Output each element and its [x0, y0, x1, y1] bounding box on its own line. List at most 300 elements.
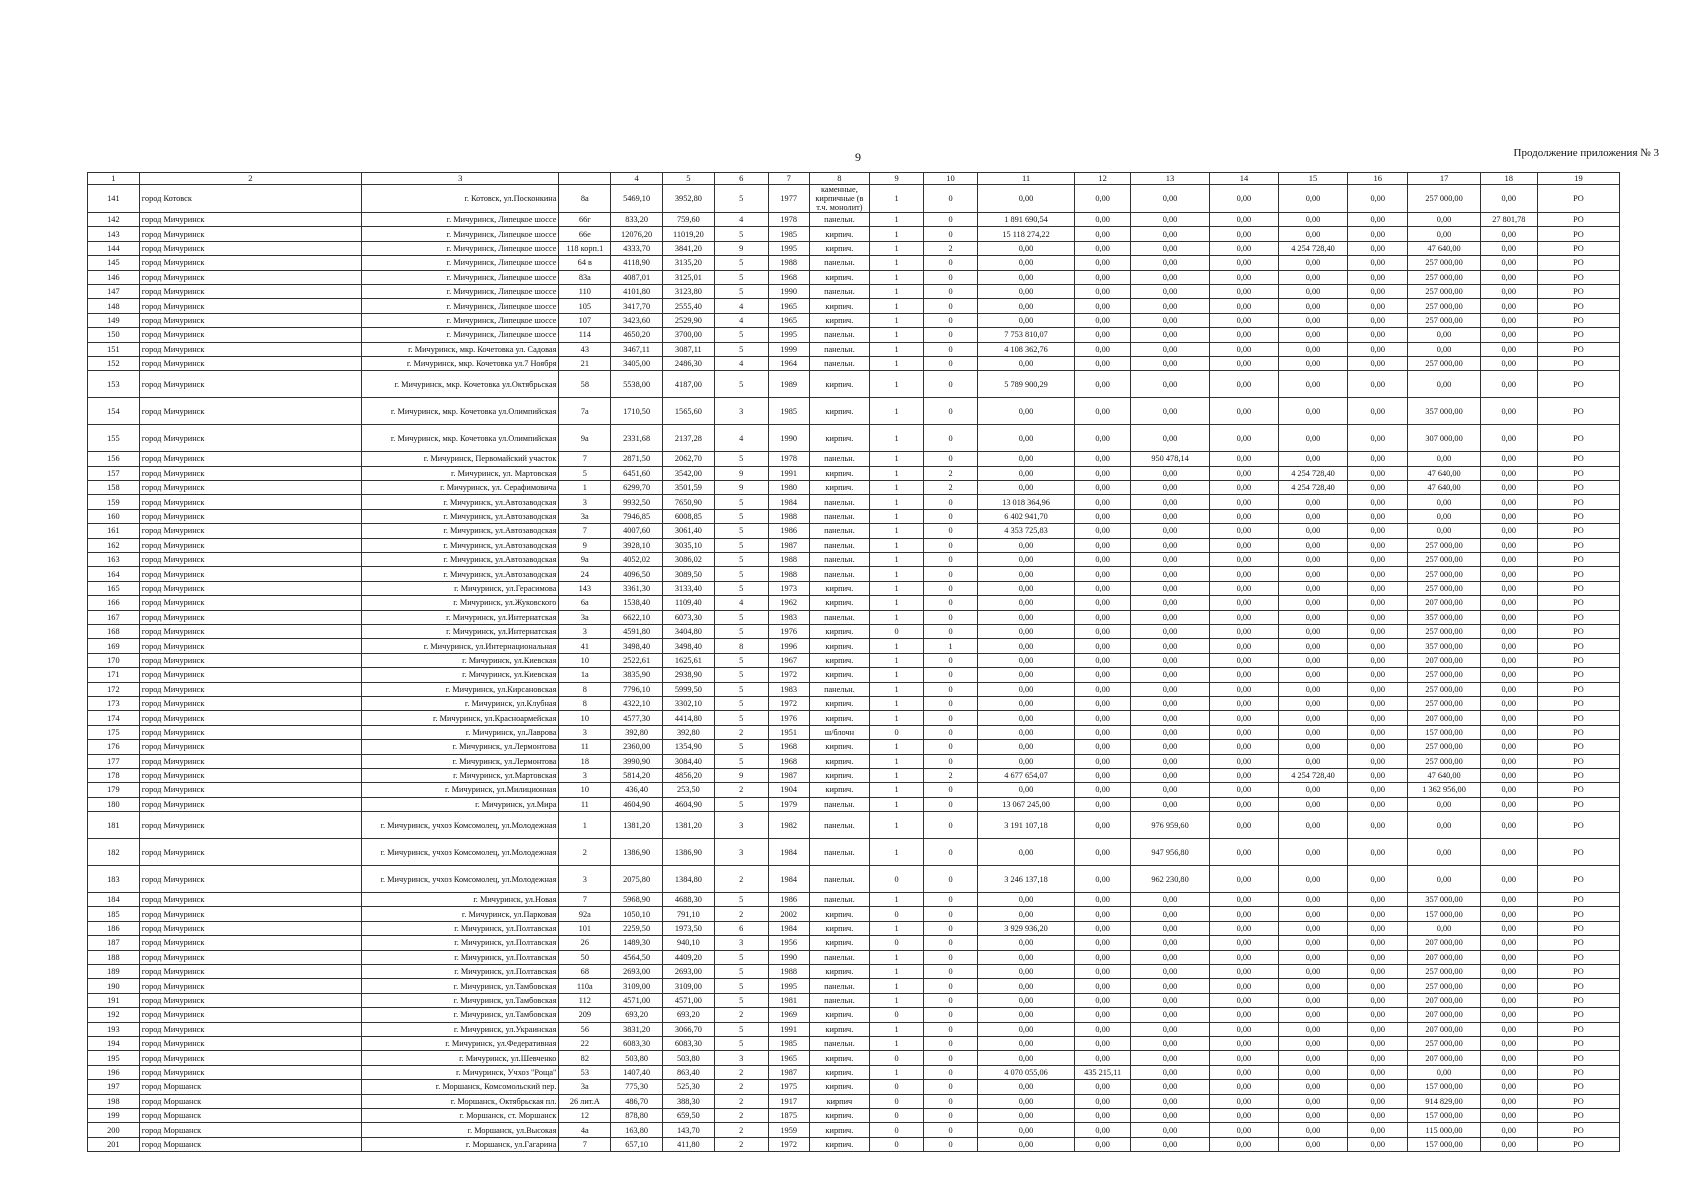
- table-cell: 0,00: [1131, 481, 1210, 495]
- table-cell: 392,80: [611, 725, 663, 739]
- table-cell: 0,00: [1209, 965, 1278, 979]
- table-cell: 0,00: [1209, 740, 1278, 754]
- table-cell: 4: [714, 356, 768, 370]
- table-cell: 976 959,60: [1131, 812, 1210, 839]
- table-cell: 176: [88, 740, 140, 754]
- table-cell: 0,00: [1348, 812, 1408, 839]
- table-cell: 0: [924, 1051, 978, 1065]
- column-header: 4: [611, 173, 663, 185]
- table-cell: 0,00: [1209, 797, 1278, 811]
- table-cell: 157 000,00: [1408, 1108, 1480, 1122]
- table-cell: 0,00: [1075, 452, 1131, 466]
- table-cell: кирпич.: [809, 1080, 869, 1094]
- table-cell: 0,00: [977, 907, 1074, 921]
- table-cell: РО: [1537, 509, 1619, 523]
- table-cell: 0,00: [1480, 682, 1537, 696]
- table-cell: РО: [1537, 754, 1619, 768]
- table-cell: 3: [559, 725, 611, 739]
- table-cell: 1: [870, 466, 924, 480]
- table-cell: 207 000,00: [1408, 1022, 1480, 1036]
- table-cell: город Мичуринск: [139, 398, 361, 425]
- table-row: [88, 624, 1620, 638]
- table-cell: 1407,40: [611, 1065, 663, 1079]
- table-cell: 0: [924, 425, 978, 452]
- table-cell: 1: [870, 783, 924, 797]
- table-cell: 1989: [768, 371, 809, 398]
- table-cell: 0: [924, 270, 978, 284]
- table-cell: 3а: [559, 509, 611, 523]
- table-row: [88, 1051, 1620, 1065]
- table-cell: 0: [924, 1065, 978, 1079]
- table-cell: 1: [870, 979, 924, 993]
- column-header: 13: [1131, 173, 1210, 185]
- table-cell: 0,00: [1131, 907, 1210, 921]
- table-cell: 0,00: [1480, 284, 1537, 298]
- table-cell: 0,00: [1348, 610, 1408, 624]
- table-cell: 47 640,00: [1408, 481, 1480, 495]
- table-cell: 6451,60: [611, 466, 663, 480]
- table-cell: 0,00: [1480, 241, 1537, 255]
- table-cell: 2: [714, 1080, 768, 1094]
- table-cell: панельн.: [809, 495, 869, 509]
- table-cell: 0,00: [1209, 768, 1278, 782]
- table-cell: 1988: [768, 256, 809, 270]
- table-row: [88, 241, 1620, 255]
- table-cell: 0,00: [1131, 509, 1210, 523]
- table-cell: 1984: [768, 495, 809, 509]
- table-cell: 0,00: [1209, 1036, 1278, 1050]
- table-cell: 7796,10: [611, 682, 663, 696]
- table-cell: 0,00: [1209, 1008, 1278, 1022]
- table-cell: 12: [559, 1108, 611, 1122]
- table-cell: 257 000,00: [1408, 581, 1480, 595]
- table-cell: город Мичуринск: [139, 299, 361, 313]
- table-row: [88, 185, 1620, 213]
- table-cell: 201: [88, 1137, 140, 1151]
- table-cell: 53: [559, 1065, 611, 1079]
- table-cell: кирпич.: [809, 754, 869, 768]
- table-cell: 1: [870, 270, 924, 284]
- table-cell: город Мичуринск: [139, 668, 361, 682]
- table-cell: 10: [559, 653, 611, 667]
- table-cell: г. Мичуринск, ул.Федеративная: [362, 1036, 559, 1050]
- table-cell: 209: [559, 1008, 611, 1022]
- table-cell: 4 254 728,40: [1278, 768, 1347, 782]
- table-cell: 12076,20: [611, 227, 663, 241]
- table-cell: 0: [924, 313, 978, 327]
- table-cell: 0,00: [1131, 653, 1210, 667]
- table-cell: 5: [714, 893, 768, 907]
- table-cell: РО: [1537, 711, 1619, 725]
- table-cell: 0,00: [1348, 313, 1408, 327]
- table-cell: 0,00: [1209, 921, 1278, 935]
- table-cell: город Мичуринск: [139, 711, 361, 725]
- table-cell: 5999,50: [663, 682, 715, 696]
- table-cell: 0,00: [1209, 481, 1278, 495]
- table-cell: 2522,61: [611, 653, 663, 667]
- table-cell: 3 246 137,18: [977, 866, 1074, 893]
- table-cell: 26: [559, 936, 611, 950]
- table-cell: 0,00: [1348, 696, 1408, 710]
- table-cell: 0,00: [1075, 567, 1131, 581]
- table-cell: 4007,60: [611, 524, 663, 538]
- table-cell: 1: [870, 425, 924, 452]
- table-cell: 0,00: [1209, 1094, 1278, 1108]
- table-cell: 775,30: [611, 1080, 663, 1094]
- table-cell: 0,00: [1408, 812, 1480, 839]
- table-cell: 3084,40: [663, 754, 715, 768]
- table-cell: 1: [870, 342, 924, 356]
- table-cell: 0,00: [1278, 213, 1347, 227]
- table-cell: 0,00: [1131, 1065, 1210, 1079]
- table-cell: 5: [714, 509, 768, 523]
- table-cell: 0,00: [1348, 299, 1408, 313]
- table-cell: 1: [870, 711, 924, 725]
- table-cell: г. Мичуринск, ул.Милиционная: [362, 783, 559, 797]
- table-cell: кирпич.: [809, 1051, 869, 1065]
- table-cell: 1975: [768, 1080, 809, 1094]
- table-cell: кирпич.: [809, 596, 869, 610]
- column-header: 7: [768, 173, 809, 185]
- table-cell: 5: [714, 328, 768, 342]
- table-cell: 3841,20: [663, 241, 715, 255]
- table-cell: 1973,50: [663, 921, 715, 935]
- table-cell: РО: [1537, 866, 1619, 893]
- table-cell: 1968: [768, 740, 809, 754]
- table-cell: город Мичуринск: [139, 866, 361, 893]
- table-cell: 5: [714, 524, 768, 538]
- table-cell: 0,00: [1209, 866, 1278, 893]
- table-cell: 0: [924, 979, 978, 993]
- table-cell: 0,00: [1278, 581, 1347, 595]
- table-cell: 4: [714, 213, 768, 227]
- table-cell: 0: [870, 936, 924, 950]
- table-cell: 0,00: [1131, 284, 1210, 298]
- table-cell: 0,00: [1480, 624, 1537, 638]
- table-cell: 9: [714, 241, 768, 255]
- table-cell: 5538,00: [611, 371, 663, 398]
- table-cell: 0,00: [977, 567, 1074, 581]
- table-cell: 0,00: [977, 270, 1074, 284]
- table-cell: 2555,40: [663, 299, 715, 313]
- table-cell: 0,00: [1278, 342, 1347, 356]
- table-cell: 0,00: [1348, 1051, 1408, 1065]
- table-cell: 0,00: [1278, 313, 1347, 327]
- table-cell: 6а: [559, 596, 611, 610]
- table-cell: г. Мичуринск, ул.Тамбовская: [362, 1008, 559, 1022]
- table-cell: 0,00: [1075, 893, 1131, 907]
- table-cell: 0,00: [1348, 725, 1408, 739]
- table-cell: 1: [870, 185, 924, 213]
- table-cell: 0,00: [1348, 921, 1408, 935]
- table-cell: г. Мичуринск, ул.Полтавская: [362, 950, 559, 964]
- table-cell: кирпич.: [809, 711, 869, 725]
- table-cell: 154: [88, 398, 140, 425]
- table-cell: кирпич.: [809, 398, 869, 425]
- table-cell: 0,00: [1131, 256, 1210, 270]
- table-cell: 5: [714, 993, 768, 1007]
- table-row: [88, 839, 1620, 866]
- table-cell: 0,00: [1278, 328, 1347, 342]
- table-cell: 1: [870, 256, 924, 270]
- table-cell: РО: [1537, 270, 1619, 284]
- table-cell: 4577,30: [611, 711, 663, 725]
- table-cell: 5: [714, 371, 768, 398]
- table-cell: 2: [714, 866, 768, 893]
- table-cell: 196: [88, 1065, 140, 1079]
- table-cell: 3035,10: [663, 538, 715, 552]
- table-cell: 1987: [768, 1065, 809, 1079]
- table-cell: 4 254 728,40: [1278, 481, 1347, 495]
- table-cell: 110а: [559, 979, 611, 993]
- table-cell: 0,00: [1480, 538, 1537, 552]
- table-cell: РО: [1537, 567, 1619, 581]
- table-cell: 0,00: [1278, 1108, 1347, 1122]
- table-cell: 4118,90: [611, 256, 663, 270]
- table-cell: 1982: [768, 812, 809, 839]
- table-cell: г. Мичуринск, учхоз Комсомолец, ул.Молодежная: [362, 812, 559, 839]
- table-cell: 0: [924, 866, 978, 893]
- table-cell: 0,00: [1278, 398, 1347, 425]
- table-cell: РО: [1537, 538, 1619, 552]
- table-cell: 940,10: [663, 936, 715, 950]
- table-cell: г. Мичуринск, ул.Автозаводская: [362, 553, 559, 567]
- table-cell: 1: [870, 524, 924, 538]
- table-row: [88, 1022, 1620, 1036]
- table-cell: 0,00: [1408, 797, 1480, 811]
- table-cell: 0: [924, 227, 978, 241]
- table-cell: 0: [924, 553, 978, 567]
- table-cell: г. Мичуринск, Липецкое шоссе: [362, 256, 559, 270]
- table-cell: 47 640,00: [1408, 466, 1480, 480]
- table-cell: 0,00: [1209, 596, 1278, 610]
- table-cell: 0: [870, 1108, 924, 1122]
- table-cell: г. Мичуринск, мкр. Кочетовка ул.Октябрьская: [362, 371, 559, 398]
- table-cell: 0: [924, 1080, 978, 1094]
- table-cell: 0,00: [1348, 398, 1408, 425]
- table-cell: 0: [924, 907, 978, 921]
- table-cell: 3061,40: [663, 524, 715, 538]
- table-cell: 0,00: [1131, 783, 1210, 797]
- table-cell: 0,00: [1209, 893, 1278, 907]
- table-cell: 0,00: [1209, 284, 1278, 298]
- table-row: [88, 740, 1620, 754]
- table-cell: 0,00: [1131, 1022, 1210, 1036]
- table-cell: панельн.: [809, 328, 869, 342]
- table-cell: 0,00: [977, 839, 1074, 866]
- table-cell: 3498,40: [611, 639, 663, 653]
- table-cell: 1951: [768, 725, 809, 739]
- table-cell: 659,50: [663, 1108, 715, 1122]
- table-cell: 165: [88, 581, 140, 595]
- table-cell: город Мичуринск: [139, 452, 361, 466]
- column-header: 3: [362, 173, 559, 185]
- table-cell: 0,00: [1209, 538, 1278, 552]
- column-header: 5: [663, 173, 715, 185]
- table-cell: 183: [88, 866, 140, 893]
- table-cell: 2: [924, 768, 978, 782]
- table-cell: город Мичуринск: [139, 567, 361, 581]
- table-cell: 0,00: [1480, 227, 1537, 241]
- table-cell: 0,00: [1075, 1080, 1131, 1094]
- table-cell: 833,20: [611, 213, 663, 227]
- table-row: [88, 596, 1620, 610]
- table-cell: 4а: [559, 1123, 611, 1137]
- table-cell: 0,00: [1348, 797, 1408, 811]
- table-cell: 257 000,00: [1408, 313, 1480, 327]
- table-cell: г. Мичуринск, ул.Киевская: [362, 653, 559, 667]
- table-cell: 187: [88, 936, 140, 950]
- table-cell: 0,00: [1209, 1137, 1278, 1151]
- table-cell: кирпич.: [809, 936, 869, 950]
- table-cell: 0,00: [1480, 668, 1537, 682]
- table-cell: 5: [714, 797, 768, 811]
- table-cell: 0,00: [1278, 270, 1347, 284]
- table-cell: 3089,50: [663, 567, 715, 581]
- table-cell: 0,00: [1131, 624, 1210, 638]
- table-cell: 4: [714, 425, 768, 452]
- table-cell: город Мичуринск: [139, 653, 361, 667]
- table-cell: 0,00: [1278, 567, 1347, 581]
- table-cell: 197: [88, 1080, 140, 1094]
- table-cell: 6 402 941,70: [977, 509, 1074, 523]
- table-cell: 0: [924, 812, 978, 839]
- table-cell: 0,00: [1131, 356, 1210, 370]
- table-cell: 1: [870, 581, 924, 595]
- table-cell: 1972: [768, 1137, 809, 1151]
- table-cell: 1 362 956,00: [1408, 783, 1480, 797]
- appendix-note: Продолжение приложения № 3: [1513, 147, 1659, 159]
- table-cell: 0,00: [1075, 270, 1131, 284]
- table-cell: 0,00: [1348, 893, 1408, 907]
- table-cell: 1: [870, 481, 924, 495]
- table-cell: 0,00: [1348, 950, 1408, 964]
- table-cell: 0,00: [1348, 965, 1408, 979]
- table-row: [88, 866, 1620, 893]
- table-cell: 0,00: [1278, 425, 1347, 452]
- table-cell: 5: [714, 270, 768, 284]
- table-cell: 0,00: [977, 581, 1074, 595]
- table-cell: 1381,20: [663, 812, 715, 839]
- table-cell: 1: [870, 567, 924, 581]
- table-cell: 0,00: [1209, 839, 1278, 866]
- table-cell: 1917: [768, 1094, 809, 1108]
- table-cell: 0,00: [1075, 227, 1131, 241]
- table-row: [88, 1080, 1620, 1094]
- table-cell: 6073,30: [663, 610, 715, 624]
- table-cell: 0,00: [1075, 213, 1131, 227]
- table-cell: 0,00: [1480, 185, 1537, 213]
- table-cell: 0,00: [1480, 768, 1537, 782]
- table-cell: 0,00: [1075, 921, 1131, 935]
- table-row: [88, 227, 1620, 241]
- table-cell: 0,00: [1075, 466, 1131, 480]
- table-cell: 0: [924, 1108, 978, 1122]
- table-cell: 1956: [768, 936, 809, 950]
- table-cell: 0,00: [1209, 682, 1278, 696]
- table-cell: кирпич.: [809, 668, 869, 682]
- table-cell: 0,00: [1075, 185, 1131, 213]
- table-cell: панельн.: [809, 284, 869, 298]
- table-cell: 0,00: [1075, 1108, 1131, 1122]
- table-cell: 7: [559, 893, 611, 907]
- table-cell: город Мичуринск: [139, 740, 361, 754]
- table-cell: 0,00: [1209, 185, 1278, 213]
- table-cell: 0,00: [1348, 1080, 1408, 1094]
- table-cell: 163: [88, 553, 140, 567]
- table-cell: 21: [559, 356, 611, 370]
- table-cell: 0,00: [1075, 1123, 1131, 1137]
- table-cell: 0: [924, 624, 978, 638]
- table-cell: 1983: [768, 682, 809, 696]
- table-cell: кирпич.: [809, 425, 869, 452]
- table-cell: 0,00: [1131, 371, 1210, 398]
- table-cell: 0,00: [1278, 284, 1347, 298]
- table-cell: 257 000,00: [1408, 553, 1480, 567]
- table-cell: г. Мичуринск, ул.Полтавская: [362, 921, 559, 935]
- table-cell: 0,00: [1348, 740, 1408, 754]
- table-cell: г. Моршанск, ул.Высокая: [362, 1123, 559, 1137]
- table-cell: 2938,90: [663, 668, 715, 682]
- table-row: [88, 783, 1620, 797]
- table-cell: 3: [559, 495, 611, 509]
- table-cell: РО: [1537, 653, 1619, 667]
- table-cell: 47 640,00: [1408, 241, 1480, 255]
- table-cell: 118 корп.1: [559, 241, 611, 255]
- table-cell: 141: [88, 185, 140, 213]
- table-cell: 0,00: [1075, 481, 1131, 495]
- table-cell: 486,70: [611, 1094, 663, 1108]
- table-cell: 0,00: [977, 356, 1074, 370]
- table-cell: 0,00: [1278, 1022, 1347, 1036]
- table-cell: 0,00: [1480, 495, 1537, 509]
- table-cell: г. Мичуринск, Липецкое шоссе: [362, 213, 559, 227]
- table-cell: панельн.: [809, 509, 869, 523]
- table-cell: кирпич: [809, 1094, 869, 1108]
- table-cell: 2: [714, 1094, 768, 1108]
- table-cell: 7650,90: [663, 495, 715, 509]
- table-cell: 0,00: [1131, 241, 1210, 255]
- table-row: [88, 921, 1620, 935]
- table-cell: 392,80: [663, 725, 715, 739]
- table-cell: 9а: [559, 553, 611, 567]
- table-cell: 5: [714, 668, 768, 682]
- table-cell: 5: [714, 1036, 768, 1050]
- table-cell: 257 000,00: [1408, 965, 1480, 979]
- table-cell: 0,00: [1278, 596, 1347, 610]
- table-cell: 0: [924, 1022, 978, 1036]
- table-cell: 0,00: [1131, 538, 1210, 552]
- table-cell: 0,00: [1131, 754, 1210, 768]
- table-cell: 4: [714, 596, 768, 610]
- table-cell: 0,00: [1209, 1022, 1278, 1036]
- table-cell: 0,00: [1480, 1036, 1537, 1050]
- table-cell: 0,00: [1278, 639, 1347, 653]
- table-cell: 1: [870, 839, 924, 866]
- table-cell: кирпич.: [809, 783, 869, 797]
- table-cell: г. Моршанск, ул.Гагарина: [362, 1137, 559, 1151]
- table-cell: 184: [88, 893, 140, 907]
- table-cell: 1: [870, 653, 924, 667]
- table-cell: 0,00: [1131, 1008, 1210, 1022]
- table-cell: 0: [924, 839, 978, 866]
- table-cell: 4604,90: [663, 797, 715, 811]
- table-cell: 0,00: [1075, 1051, 1131, 1065]
- table-cell: 192: [88, 1008, 140, 1022]
- table-cell: 3405,00: [611, 356, 663, 370]
- table-cell: кирпич.: [809, 1108, 869, 1122]
- column-number-row: [88, 173, 1620, 185]
